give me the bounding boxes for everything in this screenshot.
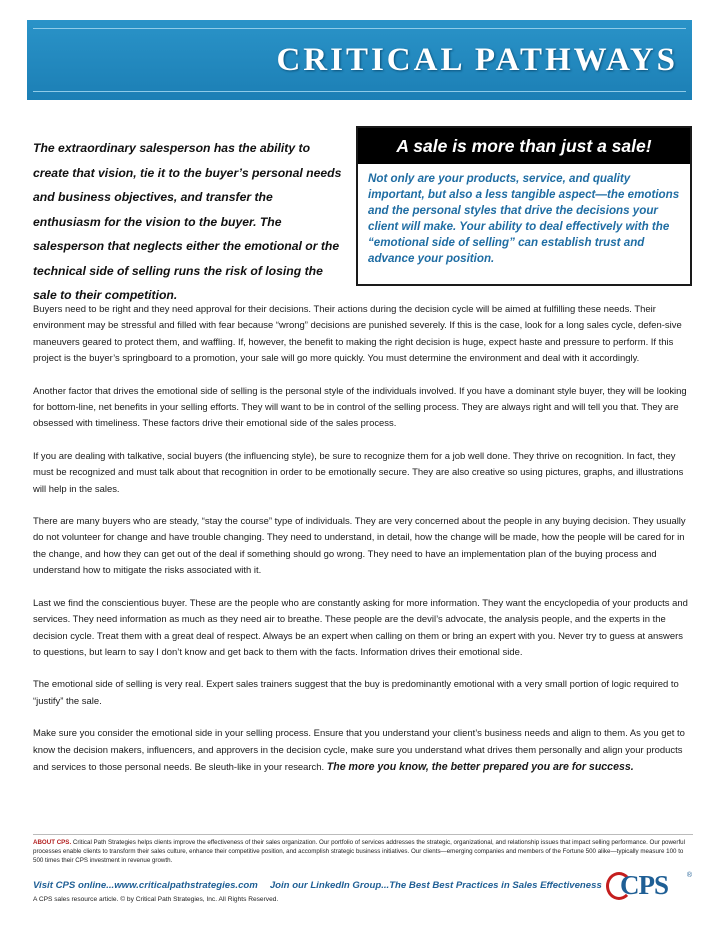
paragraph: There are many buyers who are steady, “stay the course” type of individuals. They are very concerned about the people in any buying decision. They usually do not volunteer for change and have trouble changing. They need to understand, in detail, how the change will be made, how the people will be cared for in the change, and how they can get out of the deal if something should go wrong. They need to have an implementation plan of the buying process and understand how to mitigate the risks associated with it.: [33, 516, 686, 577]
about-label: ABOUT CPS.: [33, 839, 72, 846]
cps-logo: [606, 866, 692, 902]
callout-box: [356, 126, 692, 286]
linkedin-link[interactable]: Join our LinkedIn Group...The Best Best Practices in Sales Effectiveness: [269, 880, 602, 891]
footer-divider: [33, 834, 693, 835]
paragraph: Buyers need to be right and they need approval for their decisions. Their actions during the decision cycle will be aimed at fulfilling these needs. Their environment may be stressful and filled with fear because “wrong” decisions are punished severely. If this is the case, look for a long sales cycle, defen-sive maneuvers geared to protect them, and waffling. If, however, the benefit to making the right decision is huge, expect haste and pressure to perform. If this project is the buyer’s springboard to a promotion, your sale will go more quickly. You must determine the environment and deal with it accordingly.: [33, 304, 682, 365]
intro-text: The extraordinary salesperson has the ability to create that vision, tie it to the buyer’s personal needs and business objectives, and transfer the enthusiasm for the vision to the buyer. The salesperson that neglects either the emotional or the technical side of selling runs the risk of losing the sale to their competition.: [33, 141, 342, 302]
paragraph: If you are dealing with talkative, social buyers (the influencing style), be sure to recognize them for a job well done. They thrive on recognition. In fact, they must be recognized and must talk about that recognition in order to be emotionally secure. They are also creative so using pictures, graphs, and illustrations will help in the sales.: [33, 450, 684, 495]
paragraph: Last we find the conscientious buyer. These are the people who are constantly asking for more information. They want the encyclopedia of your products and services. They need information as much as they need air to breathe. These people are the devil’s advocate, the analysis people, and the experts in the decision cycle. Treat them with a great deal of respect. Always be an expert when calling on them or bring an expert with you. Never try to guess at answers to questions, but learn to say I don’t know and get back to them with the facts. Information drives their emotional side.: [33, 597, 688, 658]
callout-body: Not only are your products, service, and quality important, but also a less tangible aspect—the emotions and the personal styles that drive the decisions your client will make. Your ability to deal effectively with the “emotional side of selling” can establish trust and advance your position.: [368, 172, 680, 266]
paragraph-last: [33, 726, 693, 776]
closing-statement: The more you know, the better prepared you are for success.: [326, 760, 634, 773]
copyright: A CPS sales resource article. © by Critical Path Strategies, Inc. All Rights Reserved.: [33, 896, 279, 903]
page-title: CRITICAL PATHWAYS: [276, 42, 678, 78]
about-text: Critical Path Strategies helps clients improve the effectiveness of their sales organization. Our portfolio of services addresses the strategic, organizational, and relationship issues that impact selling performance. Our powerful processes enable clients to transform their sales culture, enhance their competitive position, and accomplish strategic business initiatives. Our clients—emerging companies and members of the Fortune 500 alike—typically measure 100 to 500 times their CPS investment in revenue growth.: [33, 839, 685, 864]
last-paragraph-text: Make sure you consider the emotional side in your selling process. Ensure that you understand your client’s business needs and align to them. As you get to know the decision makers, influencers, and approvers in the decision cycle, make sure you understand what drives them personally and align your products and services to those personal needs. Be sleuth-like in your research.: [33, 728, 685, 773]
website-link[interactable]: Visit CPS online...www.criticalpathstrategies.com: [33, 880, 258, 891]
about-cps: [33, 838, 693, 865]
paragraph: The emotional side of selling is very real. Expert sales trainers suggest that the buy is predominantly emotional with a very small portion of logic required to “justify” the sale.: [33, 679, 679, 707]
article-body: [33, 302, 693, 792]
paragraph: Another factor that drives the emotional side of selling is the personal style of the individuals involved. If you have a dominant style buyer, they will be looking for bottom-line, net benefits in your selling efforts. They will want to be in control of the selling process. They are always right and will tell you that. They are obsessed with timeliness. These factors drive their emotional side of the sales process.: [33, 385, 687, 430]
callout-heading: A sale is more than just a sale!: [358, 128, 690, 164]
footer-links: [33, 880, 633, 891]
registered-mark: ®: [686, 872, 692, 879]
header-banner: [27, 20, 692, 100]
logo-text: CPS: [620, 870, 669, 900]
